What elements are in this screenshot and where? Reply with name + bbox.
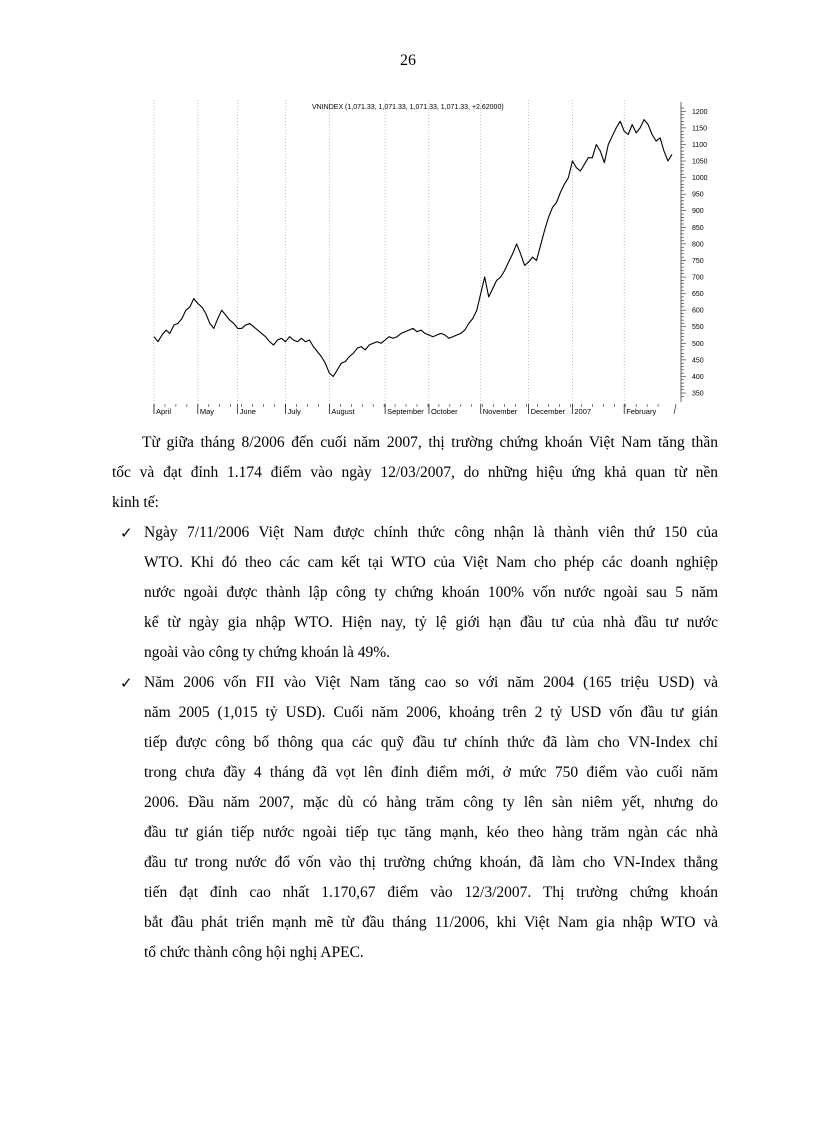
month-label: July: [287, 407, 301, 416]
month-label: September: [387, 407, 424, 416]
bullet-line: kể từ ngày gia nhập WTO. Hiện nay, tỷ lệ giới hạn đầu tư của nhà đầu tư nước: [144, 614, 718, 631]
y-tick-label: 750: [692, 257, 704, 265]
y-tick-label: 950: [692, 191, 704, 199]
month-label: February: [626, 407, 657, 416]
y-tick-label: 1050: [692, 158, 708, 166]
bullet-line: tổ chức thành công hội nghị APEC.: [144, 944, 364, 961]
bullet-line: nước ngoài được thành lập công ty chứng khoán 100% vốn nước ngoài sau 5 năm: [144, 584, 718, 601]
y-tick-label: 550: [692, 324, 704, 332]
bullet-line: 2006. Đầu năm 2007, mặc dù có hàng trăm công ty lên sàn niêm yết, nhưng do: [144, 794, 718, 811]
checkmark-icon: ✓: [120, 524, 133, 542]
y-tick-label: 1000: [692, 175, 708, 183]
intro-paragraph: [112, 428, 718, 518]
bullet-line: tiến đạt đỉnh cao nhất 1.170,67 điểm vào 12/3/2007. Thị trường chứng khoán: [144, 884, 718, 901]
y-tick-label: 900: [692, 208, 704, 216]
chart-title: VNINDEX (1,071.33, 1,071.33, 1,071.33, 1,071.33, +2.62000): [312, 104, 504, 111]
vnindex-chart-svg: [148, 98, 716, 420]
month-label: June: [239, 407, 256, 416]
y-tick-label: 350: [692, 390, 704, 398]
body-text: [112, 428, 718, 968]
vnindex-line: [154, 120, 672, 377]
bullet-line: trong chưa đầy 4 tháng đã vọt lên đỉnh điểm mới, ở mức 750 điểm vào cuối năm: [144, 764, 718, 781]
end-tick: [674, 404, 676, 414]
y-tick-label: 650: [692, 291, 704, 299]
y-tick-label: 1150: [692, 125, 708, 133]
bullet-line: Năm 2006 vốn FII vào Việt Nam tăng cao so với năm 2004 (165 triệu USD) và: [144, 674, 718, 691]
month-label: 2007: [574, 407, 592, 416]
bullet-line: ngoài vào công ty chứng khoán là 49%.: [144, 644, 391, 661]
bullet-line: năm 2005 (1,015 tỷ USD). Cuối năm 2006, khoảng trên 2 tỷ USD vốn đầu tư gián: [144, 704, 718, 721]
bullet-line: WTO. Khi đó theo các cam kết tại WTO của Việt Nam cho phép các doanh nghiệp: [144, 554, 718, 571]
y-tick-label: 1200: [692, 108, 708, 116]
y-tick-label: 850: [692, 224, 704, 232]
paragraph-line: kinh tế:: [112, 494, 159, 511]
y-tick-label: 800: [692, 241, 704, 249]
y-tick-label: 500: [692, 340, 704, 348]
month-label: December: [530, 407, 566, 416]
bullet-line: Ngày 7/11/2006 Việt Nam được chính thức công nhận là thành viên thứ 150 của: [144, 524, 718, 541]
month-label: August: [331, 407, 355, 416]
paragraph-line: tốc và đạt đỉnh 1.174 điểm vào ngày 12/03/2007, do những hiệu ứng khả quan từ nền: [112, 464, 718, 481]
bullet-line: đầu tư trong nước đổ vốn vào thị trường chứng khoán, đã làm cho VN-Index thẳng: [144, 854, 718, 871]
checkmark-icon: ✓: [120, 674, 133, 692]
y-tick-label: 700: [692, 274, 704, 282]
page-number: 26: [400, 52, 416, 69]
y-tick-label: 400: [692, 373, 704, 381]
vnindex-chart: [148, 98, 716, 420]
bullet-line: đầu tư gián tiếp nước ngoài tiếp tục tăng mạnh, kéo theo hàng trăm ngàn các nhà: [144, 824, 718, 841]
bullet-line: tiếp được công bố thông qua các quỹ đầu tư chính thức đã làm cho VN-Index chỉ: [144, 734, 718, 751]
y-tick-label: 450: [692, 357, 704, 365]
paragraph-line: Từ giữa tháng 8/2006 đến cuối năm 2007, thị trường chứng khoán Việt Nam tăng thần: [142, 434, 718, 451]
bullet-item: [112, 518, 718, 668]
month-label: May: [199, 407, 215, 416]
bullet-line: bắt đầu phát triển mạnh mẽ từ đầu tháng 11/2006, khi Việt Nam gia nhập WTO và: [144, 914, 718, 931]
bullet-list: [112, 518, 718, 968]
bullet-item: [112, 668, 718, 968]
month-label: October: [430, 407, 458, 416]
y-tick-label: 600: [692, 307, 704, 315]
month-label: November: [482, 407, 518, 416]
month-label: April: [156, 407, 172, 416]
y-tick-label: 1100: [692, 141, 708, 149]
